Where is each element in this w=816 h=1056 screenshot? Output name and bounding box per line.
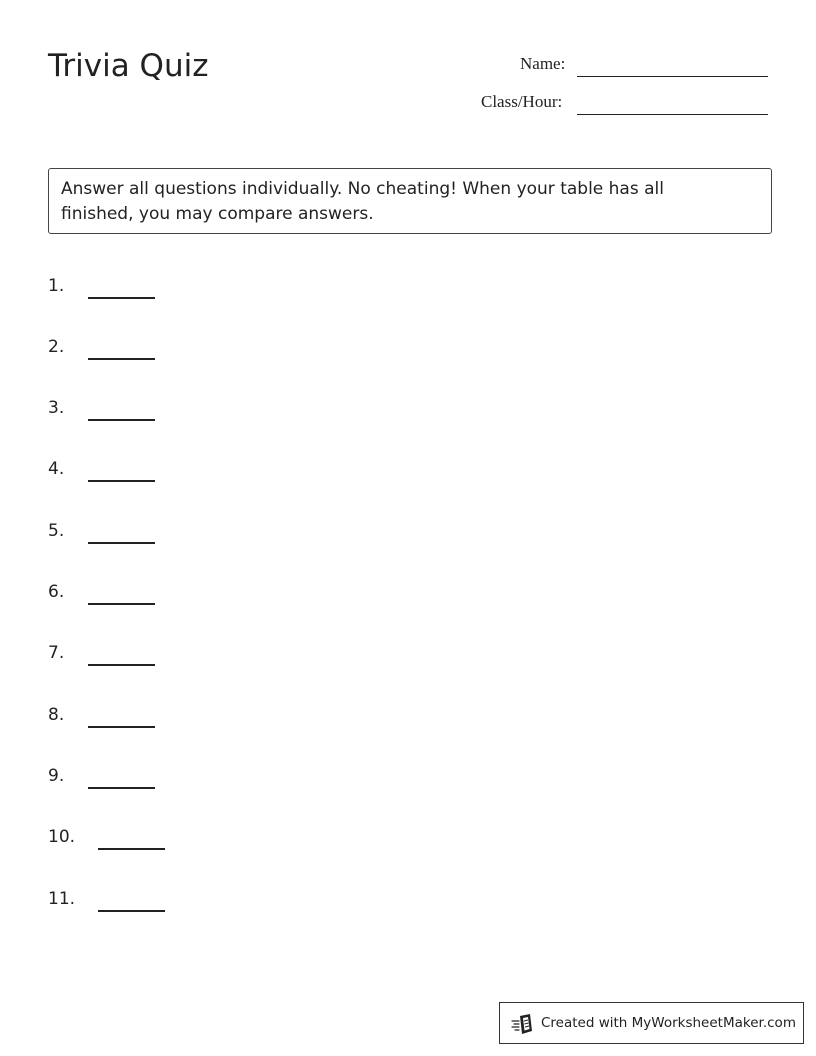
worksheet-logo-icon	[511, 1013, 535, 1035]
answer-blank[interactable]	[88, 603, 155, 605]
answer-blank[interactable]	[88, 664, 155, 666]
answer-blank[interactable]	[98, 910, 165, 912]
instructions-line-2: finished, you may compare answers.	[61, 203, 374, 224]
instructions-line-1: Answer all questions individually. No cheating! When your table has all	[61, 179, 664, 199]
question-row	[48, 521, 248, 551]
question-number: 4.	[48, 459, 65, 479]
answer-blank[interactable]	[98, 848, 165, 850]
class-hour-label: Class/Hour:	[481, 92, 563, 111]
question-number: 11.	[48, 889, 76, 909]
question-row	[48, 827, 248, 857]
name-field-line[interactable]	[577, 76, 768, 77]
question-row	[48, 643, 248, 673]
question-number: 9.	[48, 766, 65, 786]
question-number: 8.	[48, 705, 65, 725]
question-row	[48, 398, 248, 428]
question-number: 2.	[48, 337, 65, 357]
answer-blank[interactable]	[88, 480, 155, 482]
question-number: 5.	[48, 521, 65, 541]
question-number: 6.	[48, 582, 65, 602]
question-row	[48, 337, 248, 367]
question-row	[48, 766, 248, 796]
name-label: Name:	[520, 54, 566, 73]
instructions-box	[48, 168, 772, 234]
question-row	[48, 459, 248, 489]
answer-blank[interactable]	[88, 358, 155, 360]
answer-blank[interactable]	[88, 787, 155, 789]
question-number: 10.	[48, 827, 76, 847]
class-hour-field-line[interactable]	[577, 114, 768, 115]
question-number: 3.	[48, 398, 65, 418]
answer-blank[interactable]	[88, 726, 155, 728]
answer-blank[interactable]	[88, 297, 155, 299]
answer-blank[interactable]	[88, 542, 155, 544]
created-with-badge[interactable]	[499, 1002, 804, 1044]
question-row	[48, 582, 248, 612]
answer-blank[interactable]	[88, 419, 155, 421]
question-number: 7.	[48, 643, 65, 663]
question-row	[48, 276, 248, 306]
badge-label: Created with MyWorksheetMaker.com	[541, 1015, 796, 1031]
question-row	[48, 705, 248, 735]
question-row	[48, 889, 248, 919]
question-number: 1.	[48, 276, 65, 296]
page-title: Trivia Quiz	[48, 48, 209, 84]
